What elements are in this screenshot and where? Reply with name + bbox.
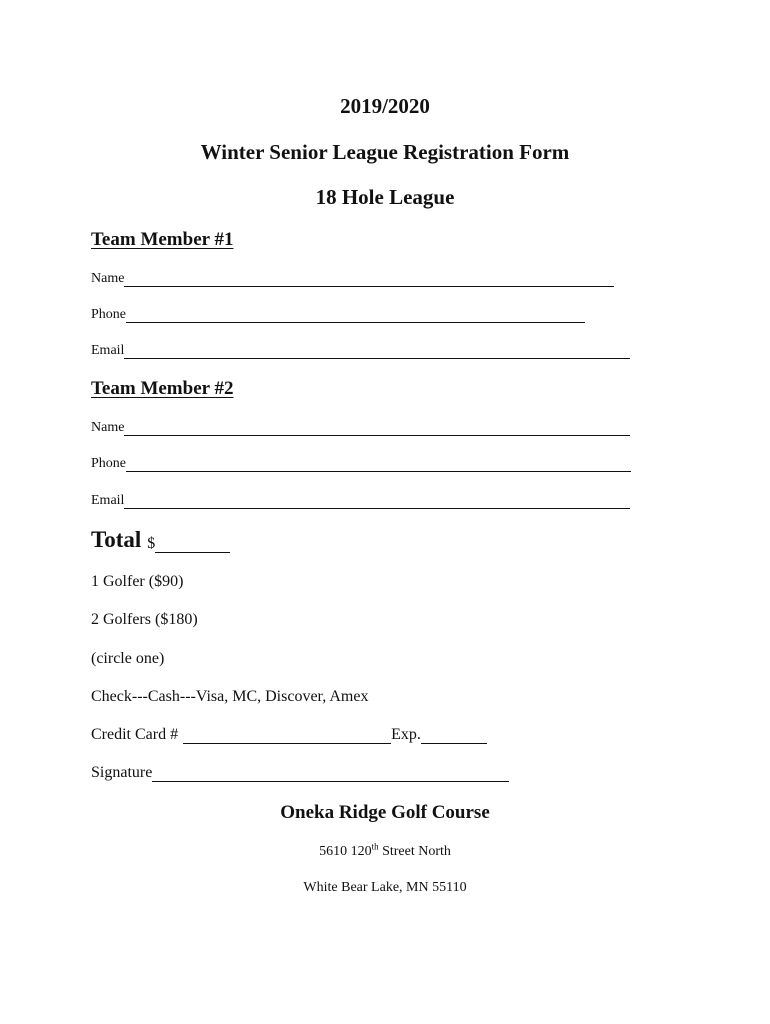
member2-phone-field [91, 456, 631, 472]
form-year: 2019/2020 [340, 94, 430, 118]
course-street-address [0, 841, 770, 860]
option-1-golfer: 1 Golfer ($90) [91, 573, 184, 590]
exp-input[interactable] [421, 727, 487, 744]
member2-email-input[interactable] [124, 494, 630, 509]
street-suffix: th [371, 841, 379, 852]
street-number: 5610 120 [319, 844, 372, 859]
team-member-2-heading: Team Member #2 [91, 378, 234, 399]
team-member-1-heading: Team Member #1 [91, 229, 234, 250]
circle-one-note: (circle one) [91, 650, 165, 667]
form-subtitle: 18 Hole League [315, 185, 455, 209]
signature-input[interactable] [152, 765, 509, 782]
golf-course-name: Oneka Ridge Golf Course [280, 802, 490, 823]
member1-phone-field [91, 307, 585, 323]
member2-email-field [91, 493, 630, 509]
member2-name-input[interactable] [124, 421, 630, 436]
member1-name-field [91, 271, 614, 287]
member1-email-label: Email [91, 343, 125, 358]
total-label: Total [91, 527, 142, 552]
member2-name-label: Name [91, 420, 125, 435]
street-rest: Street North [378, 844, 451, 859]
credit-card-label: Credit Card # [91, 726, 179, 743]
payment-methods: Check---Cash---Visa, MC, Discover, Amex [91, 688, 369, 705]
signature-label: Signature [91, 764, 153, 781]
form-title: Winter Senior League Registration Form [200, 140, 570, 164]
member1-email-input[interactable] [124, 344, 630, 359]
exp-label: Exp. [391, 726, 421, 743]
credit-card-field [91, 726, 487, 744]
member1-email-field [91, 343, 630, 359]
member1-phone-input[interactable] [126, 308, 585, 323]
total-input[interactable] [155, 536, 230, 553]
member2-name-field [91, 420, 630, 436]
member2-email-label: Email [91, 493, 125, 508]
member1-phone-label: Phone [91, 307, 126, 322]
option-2-golfers: 2 Golfers ($180) [91, 611, 198, 628]
member2-phone-label: Phone [91, 456, 126, 471]
total-currency: $ [147, 535, 156, 552]
member2-phone-input[interactable] [126, 457, 631, 472]
member1-name-input[interactable] [124, 272, 614, 287]
course-city-line: White Bear Lake, MN 55110 [303, 880, 467, 895]
signature-field [91, 764, 509, 782]
member1-name-label: Name [91, 271, 125, 286]
total-field [91, 527, 230, 553]
credit-card-input[interactable] [183, 727, 391, 744]
